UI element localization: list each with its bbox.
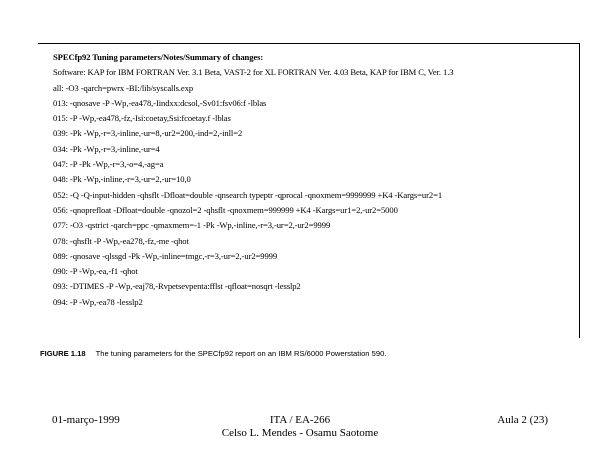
- parameter-line-094: 094: -P -Wp,-ea78 -lesslp2: [53, 296, 143, 307]
- parameter-line-all: all: -O3 -qarch=pwrx -BI:/lib/syscalls.exp: [53, 82, 194, 93]
- parameter-line-093: 093: -DTIMES -P -Wp,-eaj78,-Rvpetsevpenta:fflst -qfloat=nosqrt -lesslp2: [53, 281, 301, 292]
- parameter-line-052: 052: -Q -Q-input-hidden -qhsflt -Dfloat=double -qnsearch typeptr -qprocal -qnoxmem=9999999 +K4 -Kargs=ur2=1: [53, 189, 443, 200]
- parameter-line-047: 047: -P -Pk -Wp,-r=3,-o=4,-ag=a: [53, 159, 164, 170]
- footer-authors: Celso L. Mendes - Osamu Saotome: [221, 427, 379, 439]
- figure-panel: [38, 43, 580, 338]
- parameter-line-039: 039: -Pk -Wp,-r=3,-inline,-ur=8,-ur2=200,-ind=2,-inll=2: [53, 128, 243, 139]
- tuning-parameters-list: [53, 50, 573, 310]
- figure-heading: SPECfp92 Tuning parameters/Notes/Summary of changes:: [53, 52, 264, 62]
- parameter-line-078: 078: -qhsflt -P -Wp,-ea278,-fz,-me -qhot: [53, 235, 189, 246]
- parameter-line-090: 090: -P -Wp,-ea,-f1 -qhot: [53, 266, 138, 277]
- parameter-line-013: 013: -qnosave -P -Wp,-ea478,-Iindxx:dcsol,-Sv01:fsv06:f -lblas: [53, 97, 267, 108]
- figure-caption-text: The tuning parameters for the SPECfp92 report on an IBM RS/6000 Powerstation 590.: [95, 349, 387, 358]
- parameter-line-015: 015: -P -Wp,-ea478,-fz,-Isi:coetay,Ssi:fcoetay.f -lblas: [53, 113, 231, 124]
- parameter-line-048: 048: -Pk -Wp,-inline,-r=3,-ur=2,-ur=10,0: [53, 174, 191, 185]
- parameter-line-077: 077: -O3 -qstrict -qarch=ppc -qmaxmem=-1 -Pk -Wp,-inline,-r=3,-ur=2,-ur2=9999: [53, 220, 331, 231]
- software-line: Software: KAP for IBM FORTRAN Ver. 3.1 Beta, VAST-2 for XL FORTRAN Ver. 4.03 Beta, KAP for IBM C, Ver. 1.3: [53, 67, 454, 78]
- parameter-line-056: 056: -qnoprefloat -Dfloat=double -qnozol=2 -qhsflt -qnoxmem=999999 +K4 -Kargs=ur1=2,-ur2=5000: [53, 204, 398, 215]
- parameter-line-089: 089: -qnosave -qlssgd -Pk -Wp,-inline=tmgc,-r=3,-ur=2,-ur2=9999: [53, 250, 278, 261]
- footer-course: ITA / EA-266: [269, 414, 331, 426]
- parameter-line-034: 034: -Pk -Wp,-r=3,-inline,-ur=4: [53, 143, 160, 154]
- figure-caption: [40, 349, 386, 358]
- footer-date: 01-março-1999: [52, 414, 120, 426]
- figure-caption-label: FIGURE 1.18: [40, 349, 86, 358]
- footer-page-number: Aula 2 (23): [497, 414, 548, 426]
